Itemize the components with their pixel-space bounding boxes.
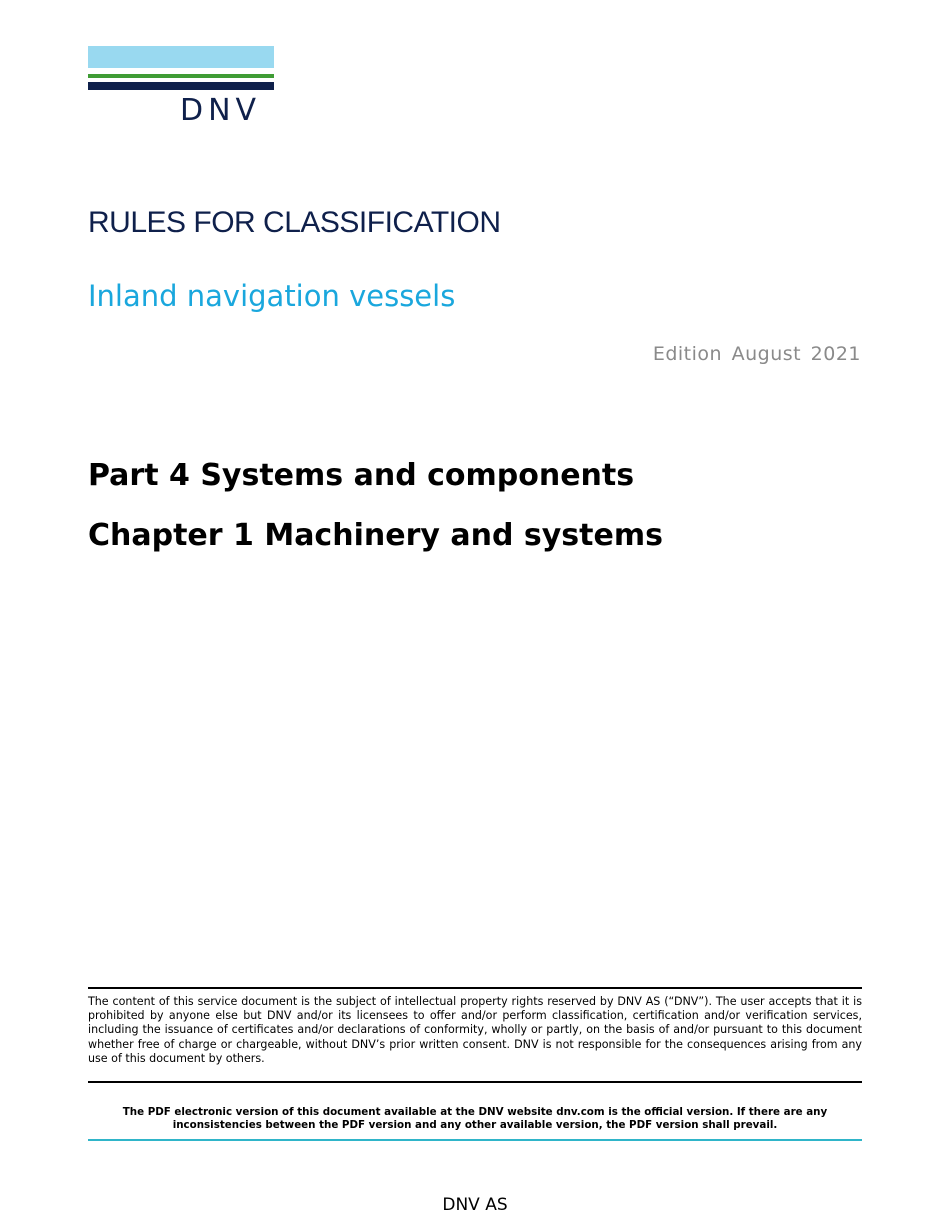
copyright-disclaimer: The content of this service document is the subject of intellectual property rights reserved by DNV AS (“DNV”). The user accepts that it is prohibited by anyone else but DNV and/or its licensees to offer and/or perform classification, certification and/or verification services, including the issuance of certificates and/or declarations of conformity, wholly or partly, on the basis of and/or pursuant to this document whether free of charge or chargeable, without DNV’s prior written consent. DNV is not responsible for the consequences arising from any use of this document by others.: [88, 995, 862, 1065]
dnv-logo: [88, 46, 274, 128]
chapter-title: Chapter 1 Machinery and systems: [88, 518, 663, 553]
logo-band-green: [88, 74, 274, 78]
logo-band-light: [88, 46, 274, 68]
footer-divider-middle: [88, 1081, 862, 1083]
official-version-note: The PDF electronic version of this document available at the DNV website dnv.com is the official version. If there are any inconsistencies between the PDF version and any other available version, the PDF version shall prevail.: [122, 1106, 828, 1131]
part-title: Part 4 Systems and components: [88, 458, 635, 493]
footer-divider-top: [88, 987, 862, 989]
edition-label: Edition August 2021: [652, 343, 861, 365]
series-heading: RULES FOR CLASSIFICATION: [88, 206, 501, 239]
logo-band-navy: [88, 82, 274, 90]
footer-divider-cyan: [88, 1139, 862, 1141]
logo-wordmark: DNV: [180, 93, 262, 128]
document-title: Inland navigation vessels: [88, 279, 456, 313]
publisher-name: DNV AS: [442, 1195, 508, 1215]
